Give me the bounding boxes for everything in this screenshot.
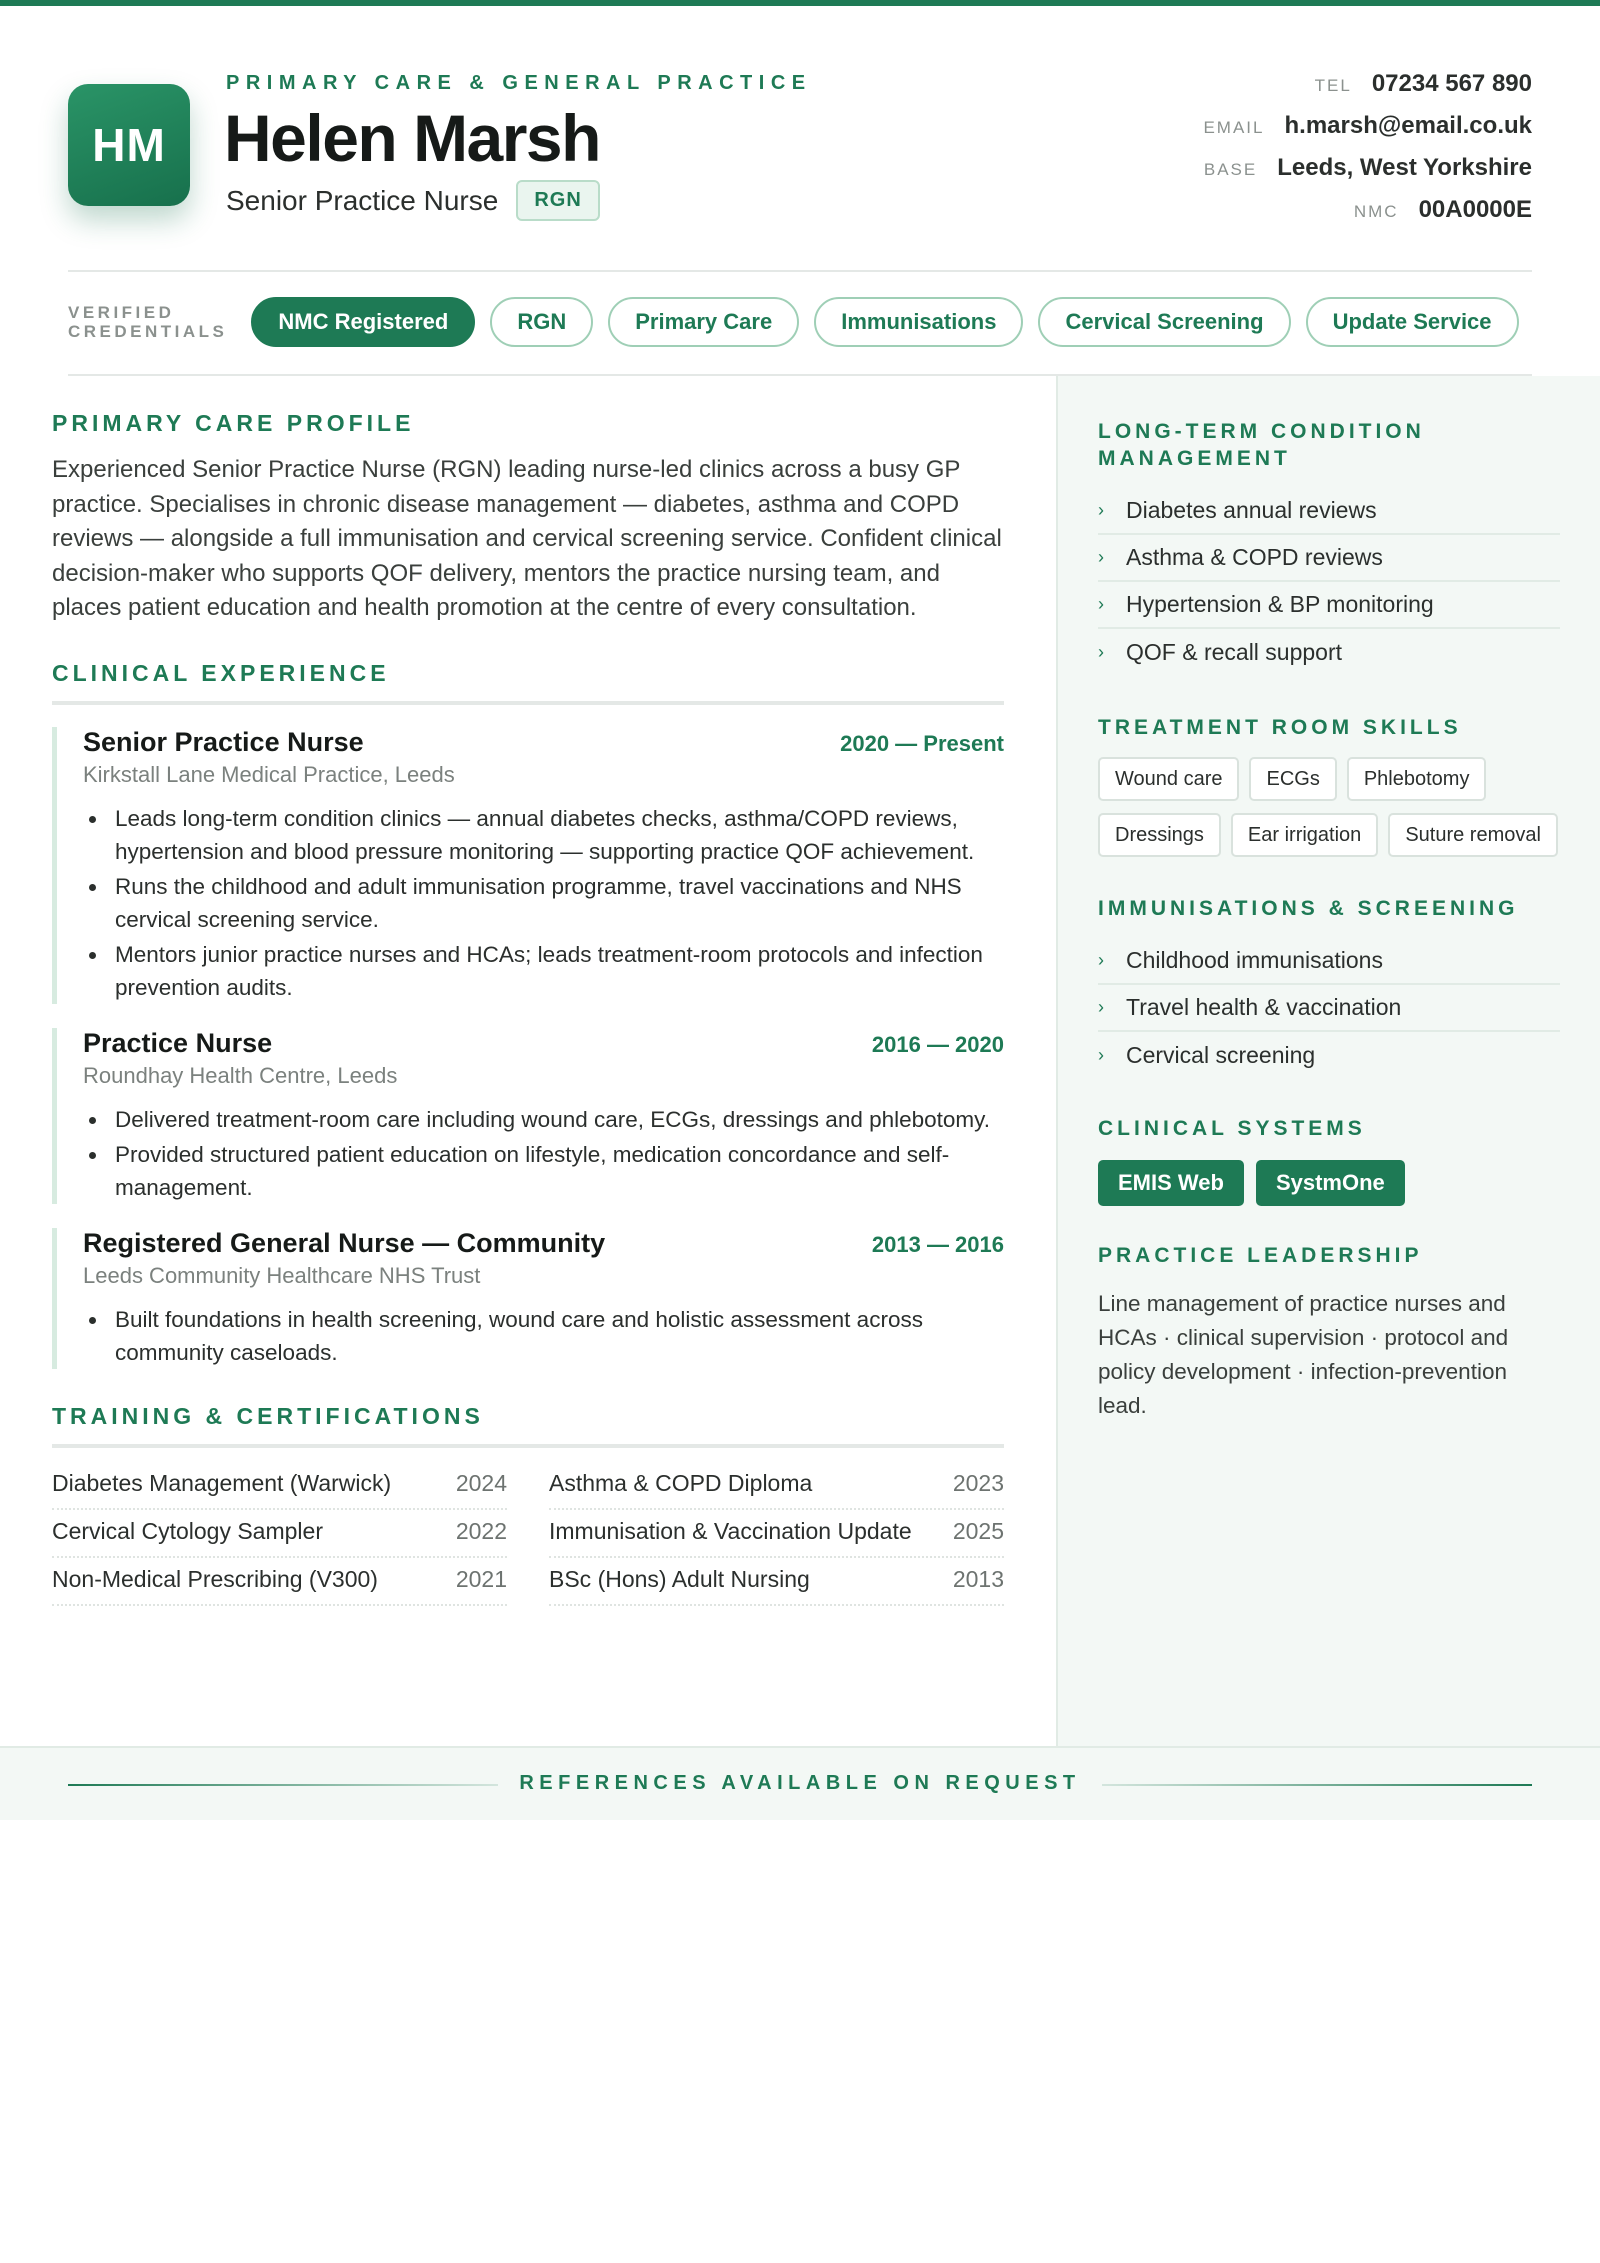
list-item-label: Hypertension & BP monitoring: [1126, 591, 1434, 617]
training-row: [52, 1558, 507, 1606]
training-year: 2023: [952, 1469, 1004, 1496]
training-name: BSc (Hons) Adult Nursing: [549, 1565, 810, 1592]
role-line: [226, 180, 600, 221]
training-name: Asthma & COPD Diploma: [549, 1469, 813, 1496]
list-item: [1098, 629, 1560, 676]
contact-key: TEL: [1314, 76, 1352, 95]
training-row: [549, 1462, 1004, 1510]
section-title-experience: CLINICAL EXPERIENCE: [52, 659, 390, 686]
list-item: [1098, 582, 1560, 629]
nmc-number: 00A0000E: [1418, 196, 1532, 223]
job-entry: [52, 727, 1004, 1004]
skill-tag: Ear irrigation: [1231, 813, 1378, 857]
job-bullet: Delivered treatment-room care including wound care, ECGs, dressings and phlebotomy.: [83, 1103, 1004, 1136]
section-rule: [52, 1444, 1004, 1448]
chevron-right-icon: ›: [1098, 500, 1104, 520]
footer: [0, 1746, 1600, 1820]
job-title: Registered General Nurse — Community: [83, 1227, 606, 1258]
sidebar: [1098, 418, 1560, 1423]
job-employer: Leeds Community Healthcare NHS Trust: [83, 1262, 481, 1288]
job-title: Practice Nurse: [83, 1027, 273, 1058]
section-title-profile: PRIMARY CARE PROFILE: [52, 410, 415, 436]
credential-pill: Cervical Screening: [1038, 297, 1290, 347]
contact-tel: [1172, 70, 1532, 112]
ltc-list: [1098, 488, 1560, 676]
systems-list: [1098, 1160, 1560, 1206]
job-header: [83, 727, 1004, 758]
leadership-summary: Line management of practice nurses and HCAs · clinical supervision · protocol and policy development · infection-prevention lead.: [1098, 1291, 1509, 1418]
chevron-right-icon: ›: [1098, 950, 1104, 970]
list-item: [1098, 985, 1560, 1032]
training-table: [52, 1462, 1004, 1606]
training-name: Immunisation & Vaccination Update: [549, 1517, 912, 1544]
email-address[interactable]: h.marsh@email.co.uk: [1284, 112, 1532, 139]
rgn-badge: RGN: [516, 180, 599, 221]
section-title-ltc: LONG-TERM CONDITION MANAGEMENT: [1098, 420, 1425, 470]
job-role: Senior Practice Nurse: [226, 184, 499, 216]
training-year: 2013: [952, 1565, 1004, 1592]
credentials-label: [68, 303, 227, 341]
job-bullet: Provided structured patient education on lifestyle, medication concordance and self-management.: [83, 1138, 1004, 1204]
credentials-bar: [68, 294, 1532, 350]
job-employer: Roundhay Health Centre, Leeds: [83, 1062, 398, 1088]
contact-key: NMC: [1353, 202, 1399, 221]
list-item-label: Cervical screening: [1126, 1042, 1316, 1068]
job-entry: [52, 1028, 1004, 1204]
list-item-label: Childhood immunisations: [1126, 947, 1383, 973]
system-chip: SystmOne: [1256, 1160, 1405, 1206]
list-item-label: Travel health & vaccination: [1126, 994, 1402, 1020]
credential-pill: Update Service: [1306, 297, 1519, 347]
training-row: [549, 1510, 1004, 1558]
phone-number[interactable]: 07234 567 890: [1371, 70, 1532, 97]
job-bullets: [83, 802, 1004, 1004]
training-column: [52, 1462, 507, 1606]
top-accent-bar: [0, 0, 1600, 6]
credential-pill: RGN: [490, 297, 593, 347]
skill-tag: Wound care: [1098, 757, 1239, 801]
list-item-label: Asthma & COPD reviews: [1126, 544, 1383, 570]
skill-tag: ECGs: [1249, 757, 1336, 801]
list-item-label: Diabetes annual reviews: [1126, 497, 1377, 523]
specialty-eyebrow: PRIMARY CARE & GENERAL PRACTICE: [226, 72, 812, 94]
profile-summary: Experienced Senior Practice Nurse (RGN) leading nurse-led clinics across a busy GP practice. Specialises in chronic disease management — diabetes, asthma and COPD reviews — alongside a full immunisation and cervical screening service. Confident clinical decision-maker who supports QOF delivery, mentors the practice nursing team, and places patient education and health promotion at the centre of every consultation.: [52, 456, 1002, 621]
training-name: Diabetes Management (Warwick): [52, 1469, 392, 1496]
skill-tags: [1098, 757, 1560, 857]
job-dates: 2016 — 2020: [871, 1031, 1004, 1057]
list-item-label: QOF & recall support: [1126, 639, 1343, 665]
contact-block: [1172, 70, 1532, 238]
main-column: [52, 410, 1004, 1606]
training-year: 2024: [455, 1469, 507, 1496]
training-year: 2025: [952, 1517, 1004, 1544]
section-rule: [52, 701, 1004, 705]
job-bullet: Mentors junior practice nurses and HCAs; leads treatment-room protocols and infection prevention audits.: [83, 938, 1004, 1004]
monogram-avatar: HM: [68, 84, 190, 206]
section-title-leadership: PRACTICE LEADERSHIP: [1098, 1244, 1423, 1267]
chevron-right-icon: ›: [1098, 547, 1104, 567]
credentials-label-line: VERIFIED: [68, 303, 175, 322]
skill-tag: Dressings: [1098, 813, 1221, 857]
training-row: [52, 1510, 507, 1558]
list-item: [1098, 488, 1560, 535]
base-location: Leeds, West Yorkshire: [1277, 154, 1532, 181]
credential-pill: Primary Care: [608, 297, 799, 347]
list-item: [1098, 938, 1560, 985]
contact-key: EMAIL: [1203, 118, 1265, 137]
references-note: REFERENCES AVAILABLE ON REQUEST: [519, 1772, 1081, 1794]
credential-pill: NMC Registered: [251, 297, 475, 347]
skill-tag: Suture removal: [1388, 813, 1558, 857]
job-header: [83, 1028, 1004, 1059]
job-bullets: [83, 1303, 1004, 1369]
contact-email: [1172, 112, 1532, 154]
training-name: Cervical Cytology Sampler: [52, 1517, 323, 1544]
resume-header: [68, 70, 1532, 240]
job-header: [83, 1228, 1004, 1259]
credential-pill: Immunisations: [814, 297, 1023, 347]
job-title: Senior Practice Nurse: [83, 726, 364, 757]
contact-nmc: [1172, 196, 1532, 238]
list-item: [1098, 535, 1560, 582]
section-title-treatment: TREATMENT ROOM SKILLS: [1098, 716, 1462, 739]
list-item: [1098, 1032, 1560, 1079]
job-bullet: Built foundations in health screening, wound care and holistic assessment across community caseloads.: [83, 1303, 1004, 1369]
job-bullet: Runs the childhood and adult immunisation programme, travel vaccinations and NHS cervical screening service.: [83, 870, 1004, 936]
training-year: 2022: [455, 1517, 507, 1544]
section-title-immunisation: IMMUNISATIONS & SCREENING: [1098, 897, 1519, 920]
contact-base: [1172, 154, 1532, 196]
divider: [68, 270, 1532, 272]
credentials-label-line: CREDENTIALS: [68, 322, 228, 341]
chevron-right-icon: ›: [1098, 997, 1104, 1017]
skill-tag: Phlebotomy: [1347, 757, 1487, 801]
chevron-right-icon: ›: [1098, 594, 1104, 614]
contact-key: BASE: [1203, 160, 1258, 179]
section-title-systems: CLINICAL SYSTEMS: [1098, 1117, 1366, 1140]
job-bullets: [83, 1103, 1004, 1204]
training-year: 2021: [455, 1565, 507, 1592]
training-row: [52, 1462, 507, 1510]
job-entry: [52, 1228, 1004, 1369]
footer-rule: [1102, 1784, 1532, 1786]
job-employer: Kirkstall Lane Medical Practice, Leeds: [83, 761, 455, 787]
system-chip: EMIS Web: [1098, 1160, 1244, 1206]
training-name: Non-Medical Prescribing (V300): [52, 1565, 378, 1592]
chevron-right-icon: ›: [1098, 642, 1104, 662]
immunisation-list: [1098, 938, 1560, 1079]
training-column: [549, 1462, 1004, 1606]
training-row: [549, 1558, 1004, 1606]
section-title-training: TRAINING & CERTIFICATIONS: [52, 1402, 484, 1429]
chevron-right-icon: ›: [1098, 1045, 1104, 1065]
candidate-name: Helen Marsh: [224, 101, 600, 175]
job-dates: 2020 — Present: [840, 730, 1004, 756]
job-bullet: Leads long-term condition clinics — annual diabetes checks, asthma/COPD reviews, hypertension and blood pressure monitoring — supporting practice QOF achievement.: [83, 802, 1004, 868]
job-dates: 2013 — 2016: [871, 1231, 1004, 1257]
